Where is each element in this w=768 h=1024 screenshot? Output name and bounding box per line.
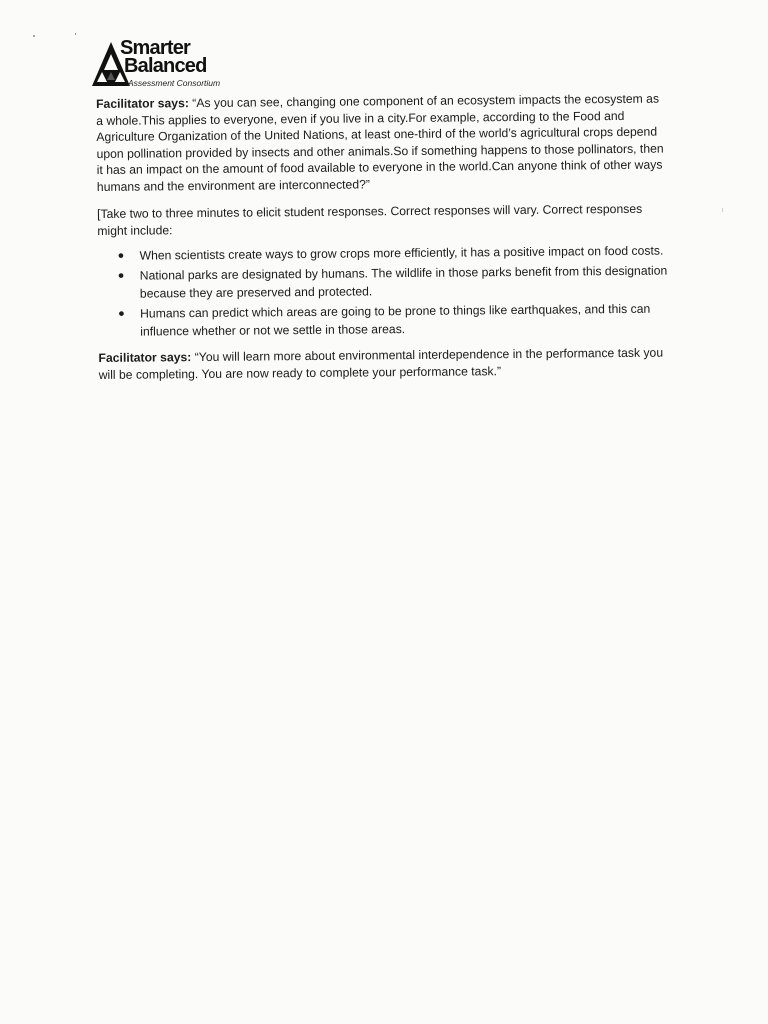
document-body	[96, 91, 669, 394]
scan-speck	[33, 35, 35, 37]
scan-speck	[75, 33, 76, 35]
list-item	[98, 300, 668, 341]
bullet-icon: ●	[117, 269, 125, 282]
response-text: Humans can predict which areas are going to be prone to things like earthquakes, and this can influence whether or not we settle in those areas.	[140, 301, 651, 339]
logo-word-balanced: Balanced	[124, 55, 207, 77]
speaker-label: Facilitator says:	[98, 350, 192, 365]
bullet-icon: ●	[118, 307, 125, 320]
speaker-label: Facilitator says:	[96, 96, 189, 111]
smarter-balanced-logo	[92, 38, 242, 88]
responses-list	[97, 242, 668, 341]
facilitator-speech: “You will learn more about environmental interdependence in the performance task you will be completing. You are now ready to complete your performance task.”	[98, 345, 664, 382]
facilitator-paragraph-1	[96, 91, 667, 195]
bullet-icon: ●	[117, 249, 125, 262]
logo-subtitle: Assessment Consortium	[128, 78, 221, 88]
instruction-paragraph: [Take two to three minutes to elicit student responses. Correct responses will vary. Correct responses might include:	[97, 201, 643, 238]
facilitator-speech: “As you can see, changing one component of an ecosystem impacts the ecosystem as a whole.This applies to everyone, even if you live in a city.For example, according to the Food and Agriculture Organization of the United Nations, at least one-third of the world’s agricultural crops depend upon pollination provided by insects and other animals.So if something happens to those pollinators, then it has an impact on the amount of food available to everyone in the world.Can anyone think of other ways humans and the environment are interconnected?”	[96, 91, 664, 194]
response-text: When scientists create ways to grow crops more efficiently, it has a positive impact on food costs.	[139, 243, 664, 263]
facilitator-paragraph-2	[98, 345, 668, 383]
list-item	[98, 262, 668, 303]
logo-word-smarter: Smarter	[120, 37, 190, 59]
response-text: National parks are designated by humans. The wildlife in those parks benefit from this designation because they are preserved and protected.	[139, 263, 668, 301]
scan-speck	[722, 208, 723, 212]
